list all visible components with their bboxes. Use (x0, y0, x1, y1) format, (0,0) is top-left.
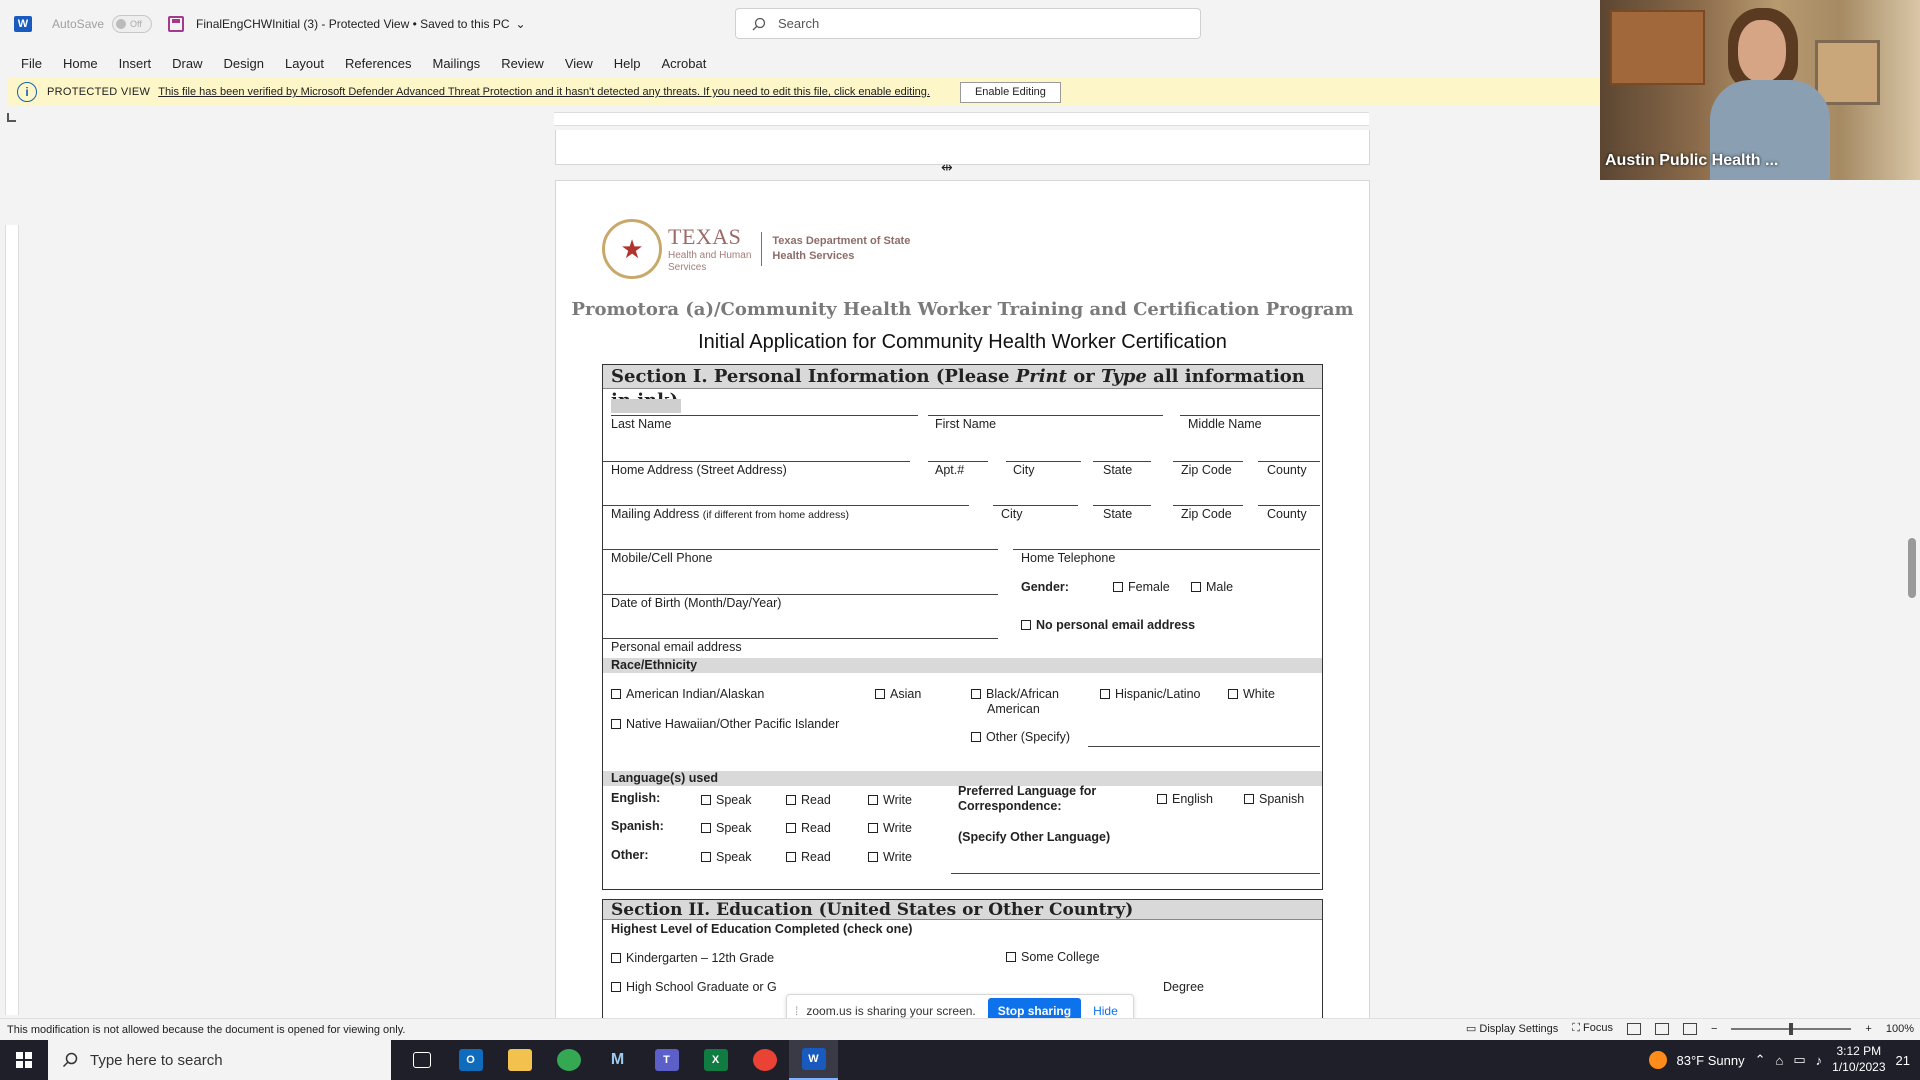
protected-view-label: PROTECTED VIEW (47, 86, 151, 98)
pref-spanish-option[interactable] (1244, 792, 1304, 806)
resize-cursor-icon: ⇹ (941, 159, 953, 175)
english-write[interactable] (868, 793, 912, 807)
mailing-address-note: (if different from home address) (702, 509, 850, 521)
zoom-in-icon[interactable]: + (1865, 1022, 1872, 1035)
race-hispanic[interactable] (1100, 687, 1200, 701)
white-label: White (1243, 687, 1275, 701)
clock-time: 3:12 PM (1836, 1044, 1882, 1059)
education-subheader: Highest Level of Education Completed (check one) (611, 922, 913, 936)
section-personal-info (602, 364, 1323, 890)
english-read-label: Read (801, 793, 831, 807)
race-other[interactable] (971, 730, 1070, 744)
autosave-state: Off (130, 19, 142, 29)
american-indian-checkbox[interactable] (611, 689, 621, 699)
menu-home[interactable]: Home (62, 55, 98, 71)
preferred-language-label (958, 784, 1096, 814)
spanish-speak-checkbox[interactable] (701, 823, 711, 833)
mailing-city-label: City (1001, 507, 1023, 521)
zoom-out-icon[interactable]: − (1710, 1022, 1718, 1035)
status-bar (0, 1018, 1920, 1040)
logo-texas: TEXAS (668, 224, 742, 249)
spanish-label: Spanish: (611, 819, 664, 833)
home-county-label: County (1267, 463, 1307, 477)
menu-design[interactable]: Design (223, 55, 264, 71)
english-speak-checkbox[interactable] (701, 795, 711, 805)
email-label: Personal email address (611, 640, 742, 654)
enable-editing-button[interactable]: Enable Editing (960, 82, 1061, 103)
other-speak[interactable] (701, 850, 751, 864)
vertical-scrollbar[interactable] (1905, 130, 1920, 1018)
high-school-label: High School Graduate or G (626, 980, 777, 994)
logo-services: Services (668, 262, 707, 273)
battery-icon[interactable]: ▭ (1793, 1052, 1806, 1067)
menu-draw[interactable]: Draw (172, 55, 203, 71)
word-app-icon[interactable]: W (14, 16, 32, 32)
sec1-print: Print (1015, 366, 1067, 387)
zoom-level[interactable]: 100% (1885, 1022, 1914, 1035)
home-address-label: Home Address (Street Address) (611, 463, 787, 477)
other-write-checkbox[interactable] (868, 852, 878, 862)
sec1-text-a: Section I. Personal Information (Please (611, 366, 1016, 387)
american-indian-label: American Indian/Alaskan (626, 687, 765, 701)
menu-view[interactable]: View (564, 55, 593, 71)
native-hawaiian-label: Native Hawaiian/Other Pacific Islander (626, 717, 840, 731)
race-black[interactable] (971, 687, 1059, 717)
spanish-speak[interactable] (701, 821, 751, 835)
focus-button[interactable] (1572, 1022, 1613, 1035)
languages-header: Language(s) used (603, 771, 1322, 786)
application-title: Initial Application for Community Health Worker Certification (698, 331, 1227, 353)
weather-sun-icon[interactable] (1649, 1051, 1667, 1069)
clock-date: 1/10/2023 (1832, 1060, 1886, 1074)
taskbar-search[interactable] (48, 1040, 391, 1080)
hispanic-checkbox[interactable] (1100, 689, 1110, 699)
menu-layout[interactable]: Layout (284, 55, 325, 71)
race-asian[interactable] (875, 687, 921, 701)
zoom-video-thumbnail[interactable] (1600, 0, 1920, 180)
chrome-alt-icon[interactable] (740, 1040, 789, 1080)
pref-line1: Preferred Language for (958, 784, 1097, 798)
protected-view-message-link[interactable]: This file has been verified by Microsoft Defender Advanced Threat Protection and it hasn't detected any threats. If you need to edit this file, click enable editing. (158, 86, 930, 98)
native-hawaiian-checkbox[interactable] (611, 719, 621, 729)
some-college-checkbox[interactable] (1006, 952, 1016, 962)
focus-icon: ⛶ (1572, 1022, 1584, 1034)
windows-logo-icon (16, 1052, 32, 1068)
menu-review[interactable]: Review (501, 55, 544, 71)
english-speak[interactable] (701, 793, 751, 807)
logo-hhs: Health and Human (668, 250, 752, 261)
pref-english-checkbox[interactable] (1157, 794, 1167, 804)
gender-label: Gender: (1021, 580, 1069, 594)
mobile-phone-label: Mobile/Cell Phone (611, 551, 713, 565)
last-name-field-highlight[interactable] (611, 399, 681, 413)
high-school-checkbox[interactable] (611, 982, 621, 992)
male-checkbox[interactable] (1191, 582, 1201, 592)
display-settings-label: Display Settings (1479, 1023, 1559, 1035)
sec1-type: Type (1100, 366, 1147, 387)
asian-label: Asian (890, 687, 922, 701)
other-write[interactable] (868, 850, 912, 864)
edu-degree-option: Degree (1163, 980, 1204, 994)
autosave-toggle[interactable] (112, 15, 152, 33)
pref-english-label: English (1172, 792, 1213, 806)
start-button[interactable] (0, 1040, 48, 1080)
specify-other-language-label: (Specify Other Language) (958, 830, 1111, 844)
spanish-speak-label: Speak (716, 821, 752, 835)
male-label: Male (1206, 580, 1234, 594)
k12-label: Kindergarten – 12th Grade (626, 951, 775, 965)
word-taskbar-icon[interactable]: W (789, 1040, 838, 1080)
stop-sharing-button[interactable]: Stop sharing (988, 998, 1081, 1023)
black-checkbox[interactable] (971, 689, 981, 699)
clock[interactable] (1832, 1044, 1885, 1075)
tab-selector[interactable] (7, 113, 16, 122)
edu-k12-option[interactable] (611, 951, 774, 965)
chevron-down-icon: ⌄ (515, 17, 526, 31)
search-box[interactable] (735, 8, 1201, 39)
pref-line2: Correspondence: (958, 799, 1062, 813)
other-speak-label: Speak (716, 850, 752, 864)
english-read[interactable] (786, 793, 831, 807)
display-settings-button[interactable] (1466, 1022, 1558, 1035)
gender-male-option[interactable] (1191, 580, 1233, 594)
sec1-or: or (1066, 366, 1101, 387)
search-placeholder: Search (778, 16, 820, 31)
other-read[interactable] (786, 850, 831, 864)
logo-dshs-line2: Health Services (772, 250, 855, 262)
search-icon (62, 1052, 78, 1068)
home-telephone-label: Home Telephone (1021, 551, 1116, 565)
texas-hhs-logo (602, 219, 910, 279)
home-state-label: State (1103, 463, 1133, 477)
other-language-label: Other: (611, 848, 649, 862)
other-race-checkbox[interactable] (971, 732, 981, 742)
tray-chevron-up-icon[interactable]: ⌃ (1754, 1052, 1766, 1067)
network-icon[interactable]: ⌂ (1775, 1052, 1784, 1068)
document-page[interactable] (555, 180, 1370, 1018)
middle-name-label: Middle Name (1188, 417, 1262, 431)
system-tray (1649, 1040, 1920, 1080)
protected-view-banner (7, 78, 1600, 106)
drag-handle-icon[interactable]: ⁞ (795, 1003, 799, 1018)
race-ethnicity-header: Race/Ethnicity (603, 658, 1322, 673)
english-label: English: (611, 791, 661, 805)
spanish-read[interactable] (786, 821, 831, 835)
black-label-2: American (987, 702, 1040, 716)
menu-file[interactable]: File (21, 55, 42, 71)
chrome-icon[interactable] (544, 1040, 593, 1080)
document-title-text: FinalEngCHWInitial (3) - Protected View • Saved to this PC (196, 17, 510, 31)
no-email-checkbox[interactable] (1021, 620, 1031, 630)
race-american-indian[interactable] (611, 687, 764, 701)
mailing-address-label (611, 507, 849, 521)
print-layout-icon[interactable] (1655, 1023, 1669, 1035)
first-name-label: First Name (935, 417, 997, 431)
weather-text[interactable]: 83°F Sunny (1676, 1052, 1745, 1068)
other-read-checkbox[interactable] (786, 852, 796, 862)
english-write-label: Write (883, 793, 912, 807)
spanish-write[interactable] (868, 821, 912, 835)
app-m-icon[interactable]: M (610, 1051, 625, 1068)
pref-english-option[interactable] (1157, 792, 1213, 806)
other-race-label: Other (Specify) (986, 730, 1071, 744)
pref-spanish-checkbox[interactable] (1244, 794, 1254, 804)
black-label-1: Black/African (986, 687, 1059, 701)
ribbon-menu (0, 48, 1600, 78)
previous-page-bottom (555, 130, 1370, 165)
last-name-label: Last Name (611, 417, 672, 431)
pref-spanish-label: Spanish (1259, 792, 1305, 806)
teams-icon[interactable]: T (642, 1040, 691, 1080)
status-message: This modification is not allowed because the document is opened for viewing only. (7, 1023, 406, 1036)
female-label: Female (1128, 580, 1170, 594)
mailing-address-text: Mailing Address (611, 507, 700, 521)
mailing-county-label: County (1267, 507, 1307, 521)
race-white[interactable] (1228, 687, 1275, 701)
ruler-row (0, 106, 1600, 130)
windows-taskbar (0, 1040, 1920, 1080)
race-native-hawaiian[interactable] (611, 717, 839, 731)
mailing-zip-label: Zip Code (1181, 507, 1232, 521)
menu-help[interactable]: Help (613, 55, 641, 71)
k12-checkbox[interactable] (611, 953, 621, 963)
save-icon[interactable] (168, 16, 184, 32)
other-speak-checkbox[interactable] (701, 852, 711, 862)
file-explorer-icon[interactable] (495, 1040, 544, 1080)
taskbar-search-placeholder: Type here to search (90, 1051, 223, 1069)
menu-acrobat[interactable]: Acrobat (661, 55, 707, 71)
menu-references[interactable]: References (345, 55, 412, 71)
menu-mailings[interactable]: Mailings (432, 55, 481, 71)
other-read-label: Read (801, 850, 831, 864)
vertical-ruler[interactable] (5, 225, 19, 1015)
home-zip-label: Zip Code (1181, 463, 1232, 477)
task-view-icon[interactable] (397, 1040, 446, 1080)
spanish-read-label: Read (801, 821, 831, 835)
english-read-checkbox[interactable] (786, 795, 796, 805)
other-write-label: Write (883, 850, 912, 864)
outlook-icon[interactable]: O (446, 1040, 495, 1080)
asian-checkbox[interactable] (875, 689, 885, 699)
some-college-label: Some College (1021, 950, 1100, 964)
program-title: Promotora (a)/Community Health Worker Training and Certification Program (571, 299, 1354, 320)
english-speak-label: Speak (716, 793, 752, 807)
no-email-option[interactable] (1021, 618, 1195, 632)
web-layout-icon[interactable] (1683, 1023, 1697, 1035)
white-checkbox[interactable] (1228, 689, 1238, 699)
section-2-header: Section II. Education (United States or Other Country) (603, 900, 1322, 920)
spanish-read-checkbox[interactable] (786, 823, 796, 833)
display-settings-icon: ▭ (1465, 1023, 1480, 1035)
participant-name: Austin Public Health ... (1605, 152, 1779, 169)
female-checkbox[interactable] (1113, 582, 1123, 592)
apt-label: Apt.# (935, 463, 965, 477)
hispanic-label: Hispanic/Latino (1115, 687, 1201, 701)
menu-insert[interactable]: Insert (118, 55, 152, 71)
search-icon (752, 17, 766, 31)
home-city-label: City (1013, 463, 1035, 477)
gender-female-option[interactable] (1113, 580, 1170, 594)
autosave-label: AutoSave (52, 17, 105, 31)
mailing-state-label: State (1103, 507, 1133, 521)
edu-some-college-option[interactable] (1006, 950, 1100, 964)
spanish-write-checkbox[interactable] (868, 823, 878, 833)
document-title[interactable] (196, 17, 526, 31)
dob-label: Date of Birth (Month/Day/Year) (611, 596, 782, 610)
shield-info-icon: i (17, 82, 37, 102)
texas-seal-icon: ★ (602, 219, 662, 279)
document-canvas[interactable] (24, 130, 1909, 1018)
section-1-header (603, 365, 1322, 389)
scrollbar-thumb[interactable] (1908, 538, 1916, 598)
hide-button[interactable]: Hide (1093, 1003, 1118, 1018)
logo-dshs-line1: Texas Department of State (772, 235, 911, 248)
spanish-write-label: Write (883, 821, 912, 835)
volume-icon[interactable]: ♪ (1815, 1052, 1823, 1068)
read-mode-icon[interactable] (1627, 1023, 1641, 1035)
edu-high-school-option[interactable] (611, 980, 777, 994)
share-status-text: zoom.us is sharing your screen. (806, 1003, 976, 1018)
focus-label: Focus (1583, 1022, 1613, 1034)
english-write-checkbox[interactable] (868, 795, 878, 805)
horizontal-ruler[interactable] (554, 112, 1369, 126)
excel-icon[interactable]: X (691, 1040, 740, 1080)
sec1-text-b: all information (1153, 366, 1305, 387)
notification-count[interactable]: 21 (1895, 1052, 1910, 1068)
zoom-slider[interactable] (1731, 1028, 1851, 1030)
no-email-label: No personal email address (1036, 618, 1196, 632)
